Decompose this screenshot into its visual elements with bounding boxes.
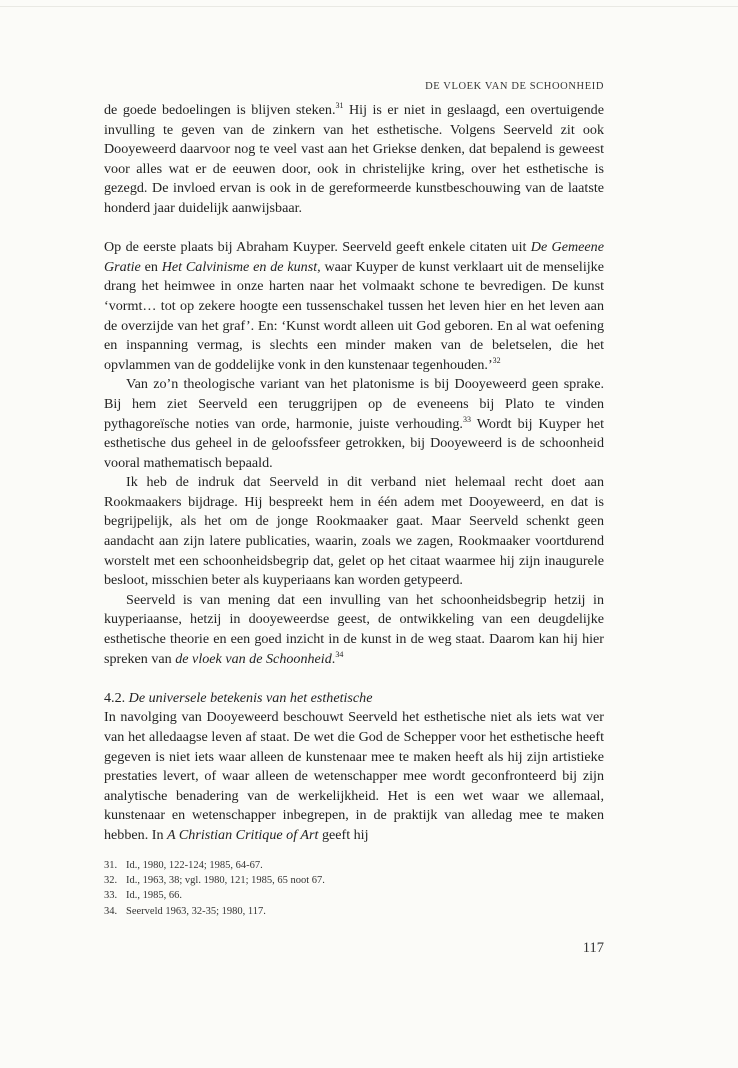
- body-text: [104, 101, 604, 846]
- footnote-ref-31[interactable]: 31: [335, 101, 344, 110]
- book-title: A Christian Critique of Art: [167, 826, 319, 843]
- footnote: 34. Seerveld 1963, 32-35; 1980, 117.: [104, 905, 266, 917]
- paragraph-2: Op de eerste plaats bij Abraham Kuyper. Seerveld geeft enkele citaten uit De Gemeene Gratie en Het Calvinisme en de kunst, waar Kuyper de kunst verklaart uit de menselijke drang het heimwee in onze harten naar het volmaakt schone te bevredigen. De kunst ‘vormt… tot op zekere hoogte een tussenschakel tussen het leven hier en het leven aan de overzijde van het graf’. En: ‘Kunst wordt alleen uit God geboren. En al wat oefening en inspanning vermag, is slechts een minder maken van de beletselen, die het opvlammen van de goddelijke vonk in den kunstenaar tegenhouden.’$^{32}$: [104, 239, 604, 373]
- section-heading: [104, 689, 604, 709]
- footnote-ref-33[interactable]: 33: [462, 414, 471, 424]
- footnote: 32. Id., 1963, 38; vgl. 1980, 121; 1985, 65 noot 67.: [104, 875, 325, 887]
- footnote-ref-32[interactable]: 32: [492, 355, 501, 365]
- footnote-ref-34[interactable]: 34: [335, 649, 344, 659]
- running-header: DE VLOEK VAN DE SCHOONHEID: [425, 81, 604, 92]
- page-number: 117: [582, 940, 604, 956]
- section-title: De universele betekenis van het esthetische: [128, 689, 373, 706]
- paragraph-5: Seerveld is van mening dat een invulling van het schoonheidsbegrip hetzij in kuyperiaanse, hetzij in dooyeweerdse geest, de ontwikkeling van een deugdelijke esthetische theorie en een goed inzicht in de kunst in de weg staat. Daarom kan hij hier spreken van de vloek van de Schoonheid.$^{34}$: [104, 591, 604, 667]
- paragraph-3: Van zo’n theologische variant van het platonisme is bij Dooyeweerd geen sprake. Bij hem ziet Seerveld een teruggrijpen op de eveneens bij Plato te vinden pythagoreïsche noties van orde, harmonie, juiste verhouding.$^{33}$ Wordt bij Kuyper het esthetische dus geheel in de geloofssfeer getrokken, bij Dooyeweerd is de schoonheid vooral mathematisch bepaald.: [104, 376, 604, 471]
- scan-edge-line: [0, 6, 738, 7]
- book-title: Het Calvinisme en de kunst: [161, 258, 318, 275]
- footnotes: [104, 858, 604, 919]
- emphasis-title: de vloek van de Schoonheid: [175, 650, 332, 667]
- paragraph-1: de goede bedoelingen is blijven steken.$^{31}$ Hij is er niet in geslaagd, een overtuigende invulling te geven van de zinkern van het esthetische. Volgens Seerveld zit ook Dooyeweerd daarvoor nog te veel vast aan het Griekse denken, dat bepalend is geweest voor alles wat er de eeuwen door, ook in christelijke kring, over het esthetische is gezegd. De invloed ervan is ook in de gereformeerde kunstbeschouwing van de laatste honderd jaar duidelijk aanwijsbaar.: [104, 101, 604, 216]
- section-number: 4.2.: [104, 689, 126, 706]
- paragraph-4: Ik heb de indruk dat Seerveld in dit verband niet helemaal recht doet aan Rookmaakers bijdrage. Hij bespreekt hem in één adem met Dooyeweerd, en dat is begrijpelijk, als het om de jonge Rookmaaker gaat. Maar Seerveld schenkt geen aandacht aan zijn latere publicaties, waarin, zoals we zagen, Rookmaaker voortdurend worstelt met een schoonheidsbegrip dat, gelet op het citaat waarmee hij zijn inaugurele besloot, misschien beter als kuyperiaans kan worden getypeerd.: [104, 474, 604, 589]
- book-title: De Gemeene Gratie: [104, 239, 604, 275]
- paragraph-6: In navolging van Dooyeweerd beschouwt Seerveld het esthetische niet als iets wat ver van het alledaagse leven af staat. De wet die God de Schepper voor het esthetische heeft gegeven is niet iets waar alleen de kunstenaar mee te maken heeft als hij zijn artistieke prestaties levert, of waar alleen de wetenschapper mee wordt geconfronteerd bij zijn analytische benadering van de werkelijkheid. Het is een wet waar we allemaal, kunstenaar en wetenschapper inbegrepen, in de praktijk van alledag mee te maken hebben. In A Christian Critique of Art geeft hij: [104, 709, 604, 843]
- footnote: 31. Id., 1980, 122-124; 1985, 64-67.: [104, 860, 263, 871]
- footnote: 33. Id., 1985, 66.: [104, 890, 182, 902]
